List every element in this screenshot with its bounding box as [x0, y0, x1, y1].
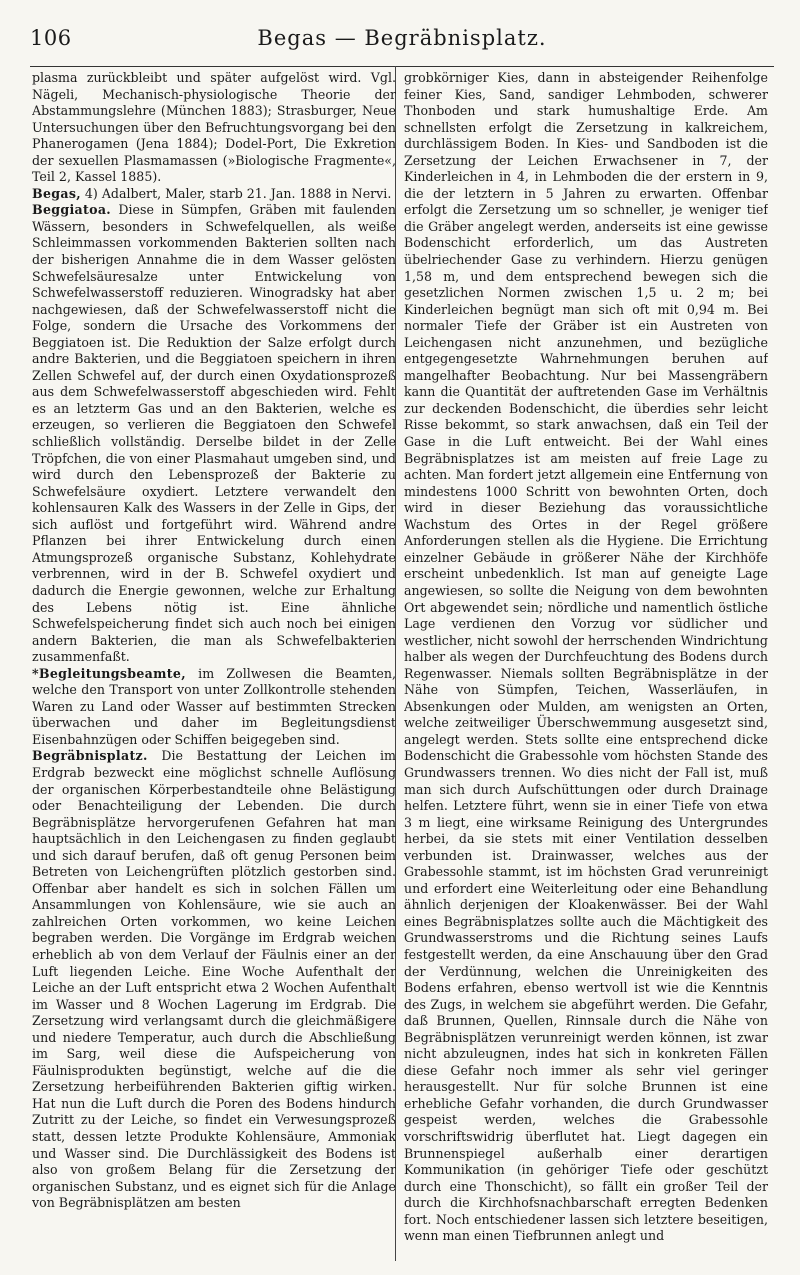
- running-head: Begas — Begräbnisplatz.: [257, 26, 547, 50]
- entry-head-begraebnisplatz: Begräbnisplatz.: [32, 748, 148, 764]
- entry-body-begleitungsbeamte: im Zollwesen die Beamten, welche den Transport von unter Zollkontrolle stehenden Waren zu Land oder Wasser auf bestimmten Strecken überwachen und daher im Begleitungsdienst Eisenbahnzügen oder Schiffen beigegeben sind.: [32, 665, 396, 747]
- entry-body-begas: 4) Adalbert, Maler, starb 21. Jan. 1888 in Nervi.: [80, 185, 392, 201]
- entry-beggiatoa: [32, 202, 396, 665]
- left-column: [32, 70, 396, 1262]
- entry-begas: [32, 186, 396, 203]
- entry-head-begleitungsbeamte: *Begleitungsbeamte,: [32, 665, 186, 681]
- entry-body-beggiatoa: Diese in Sümpfen, Gräben mit faulenden Wässern, besonders in Schwefelquellen, als weiße Schleimmassen vorkommenden Bakterien sollten nach der bisherigen Annahme die in dem Wasser gelösten Schwefelsäuresalze unter Entwickelung von Schwefelwasserstoff reduzieren. Winogradsky hat aber nachgewiesen, daß der Schwefelwasserstoff nicht die Folge, sondern die Ursache des Vorkommens der Beggiatoen ist. Die Reduktion der Salze erfolgt durch andre Bakterien, und die Beggiatoen speichern in ihren Zellen Schwefel auf, der durch einen Oxydationsprozeß aus dem Schwefelwasserstoff abgeschieden wird. Fehlt es an letzterm Gas und an den Bakterien, welche es erzeugen, so verlieren die Beggiatoen den Schwefel schließlich vollständig. Derselbe bildet in der Zelle Tröpfchen, die von einer Plasmahaut umgeben sind, und wird durch den Lebensprozeß der Bakterie zu Schwefelsäure oxydiert. Letztere verwandelt den kohlensauren Kalk des Wassers in der Zelle in Gips, der sich auflöst und fortgeführt wird. Während andre Pflanzen bei ihrer Entwickelung durch einen Atmungsprozeß organische Substanz, Kohlehydrate verbrennen, wird in der B. Schwefel oxydiert und dadurch die Energie gewonnen, welche zur Erhaltung des Lebens nötig ist. Eine ähnliche Schwefelspeicherung findet sich auch noch bei einigen andern Bakterien, die man als Schwefelbakterien zusammenfaßt.: [32, 202, 396, 665]
- page-number: 106: [30, 26, 72, 50]
- page-header: [30, 22, 774, 56]
- entry-head-begas: Begas,: [32, 185, 81, 201]
- right-column: [404, 70, 768, 1262]
- entry-head-beggiatoa: Beggiatoa.: [32, 202, 111, 218]
- header-rule: [30, 66, 774, 67]
- entry-begraebnisplatz: [32, 748, 396, 1211]
- paragraph-continuation: grobkörniger Kies, dann in absteigender Reihenfolge feiner Kies, Sand, sandiger Lehmboden, schwerer Thonboden und stark humushaltige Erde. Am schnellsten erfolgt die Zersetzung in kalkreichem, durchlässigem Boden. In Kies- und Sandboden ist die Zersetzung der Leichen Erwachsener in 7, der Kinderleichen in 4, in Lehmboden die der erstern in 9, die der letztern in 5 Jahren zu erwarten. Offenbar erfolgt die Zersetzung um so schneller, je weniger tief die Gräber angelegt werden, anderseits ist eine gewisse Bodenschicht erforderlich, um das Austreten übelriechender Gase zu verhindern. Hierzu genügen 1,58 m, und dem entsprechend bewegen sich die gesetzlichen Normen zwischen 1,5 u. 2 m; bei Kinderleichen begnügt man sich oft mit 0,94 m. Bei normaler Tiefe der Gräber ist ein Austreten von Leichengasen nicht anzunehmen, und bezügliche entgegengesetzte Wahrnehmungen beruhen auf mangelhafter Beobachtung. Nur bei Massengräbern kann die Quantität der auftretenden Gase im Verhältnis zur deckenden Bodenschicht, die überdies sehr leicht Risse bekommt, so stark anwachsen, daß ein Teil der Gase in die Luft entweicht. Bei der Wahl eines Begräbnisplatzes ist am meisten auf freie Lage zu achten. Man fordert jetzt allgemein eine Entfernung von mindestens 1000 Schritt von bewohnten Orten, doch wird in dieser Beziehung das voraussichtliche Wachstum des Ortes in der Regel größere Anforderungen stellen als die Hygiene. Die Errichtung einzelner Gebäude in größerer Nähe der Kirchhöfe erscheint unbedenklich. Ist man auf geneigte Lage angewiesen, so sollte die Neigung von dem bewohnten Ort abgewendet sein; nördliche und namentlich östliche Lage verdienen den Vorzug vor südlicher und westlicher, nicht sowohl der herrschenden Windrichtung halber als wegen der Durchfeuchtung des Bodens durch Regenwasser. Niemals sollten Begräbnisplätze in der Nähe von Sümpfen, Teichen, Wasserläufen, in Absenkungen oder Mulden, am wenigsten an Orten, welche zeitweiliger Überschwemmung ausgesetzt sind, angelegt werden. Stets sollte eine entsprechend dicke Bodenschicht die Grabessohle vom höchsten Stande des Grundwassers trennen. Wo dies nicht der Fall ist, muß man sich durch Aufschüttungen oder durch Drainage helfen. Letztere führt, wenn sie in einer Tiefe von etwa 3 m liegt, eine wirksame Reinigung des Untergrundes herbei, da sie stets mit einer Ventilation desselben verbunden ist. Drainwasser, welches aus der Grabessohle stammt, ist im höchsten Grad verunreinigt und erfordert eine Weiterleitung oder eine Behandlung ähnlich derjenigen der Kloakenwässer. Bei der Wahl eines Begräbnisplatzes sollte auch die Mächtigkeit des Grundwasserstroms und die Richtung seines Laufs festgestellt werden, da eine Anschauung über den Grad der Verdünnung, welchen die Unreinigkeiten des Bodens erfahren, ebenso wertvoll ist wie die Kenntnis des Zugs, in welchem sie abgeführt werden. Die Gefahr, daß Brunnen, Quellen, Rinnsale durch die Nähe von Begräbnisplätzen verunreinigt werden können, ist zwar nicht abzuleugnen, indes hat sich in konkreten Fällen diese Gefahr noch immer als sehr viel geringer herausgestellt. Nur für solche Brunnen ist eine erhebliche Gefahr vorhanden, die durch Grundwasser gespeist werden, welches die Grabessohle vorschriftswidrig überflutet hat. Liegt dagegen ein Brunnenspiegel außerhalb einer derartigen Kommunikation (in gehöriger Tiefe oder geschützt durch eine Thonschicht), so fällt ein großer Teil der durch die Kirchhofsnachbarschaft erregten Bedenken fort. Noch entschiedener lassen sich letztere beseitigen, wenn man einen Tiefbrunnen anlegt und: [404, 70, 768, 1244]
- entry-body-begraebnisplatz: Die Bestattung der Leichen im Erdgrab bezweckt eine möglichst schnelle Auflösung der organischen Körperbestandteile ohne Belästigung oder Benachteiligung der Lebenden. Die durch Begräbnisplätze hervorgerufenen Gefahren hat man hauptsächlich in den Leichengasen zu finden geglaubt und sich darauf berufen, daß oft genug Personen beim Betreten von Leichengrüften plötzlich gestorben sind. Offenbar aber handelt es sich in solchen Fällen um Ansammlungen von Kohlensäure, wie sie auch an zahlreichen Orten vorkommen, wo keine Leichen begraben werden. Die Vorgänge im Erdgrab weichen erheblich ab von dem Verlauf der Fäulnis einer an der Luft liegenden Leiche. Eine Woche Aufenthalt der Leiche an der Luft entspricht etwa 2 Wochen Aufenthalt im Wasser und 8 Wochen Lagerung im Erdgrab. Die Zersetzung wird verlangsamt durch die gleichmäßigere und niedere Temperatur, auch durch die Abschließung im Sarg, weil diese die Aufspeicherung von Fäulnisprodukten begünstigt, welche auf die die Zersetzung herbeiführenden Bakterien giftig wirken. Hat nun die Luft durch die Poren des Bodens hindurch Zutritt zu der Leiche, so findet ein Verwesungsprozeß statt, dessen letzte Produkte Kohlensäure, Ammoniak und Wasser sind. Die Durchlässigkeit des Bodens ist also von großem Belang für die Zersetzung der organischen Substanz, und es eignet sich für die Anlage von Begräbnisplätzen am besten: [32, 748, 396, 1211]
- entry-begleitungsbeamte: [32, 666, 396, 749]
- paragraph-intro: plasma zurückbleibt und später aufgelöst wird. Vgl. Nägeli, Mechanisch-physiologische Theorie der Abstammungslehre (München 1883); Strasburger, Neue Untersuchungen über den Befruchtungsvorgang bei den Phanerogamen (Jena 1884); Dodel-Port, Die Exkretion der sexuellen Plasmamassen (»Biologische Fragmente«, Teil 2, Kassel 1885).: [32, 70, 396, 185]
